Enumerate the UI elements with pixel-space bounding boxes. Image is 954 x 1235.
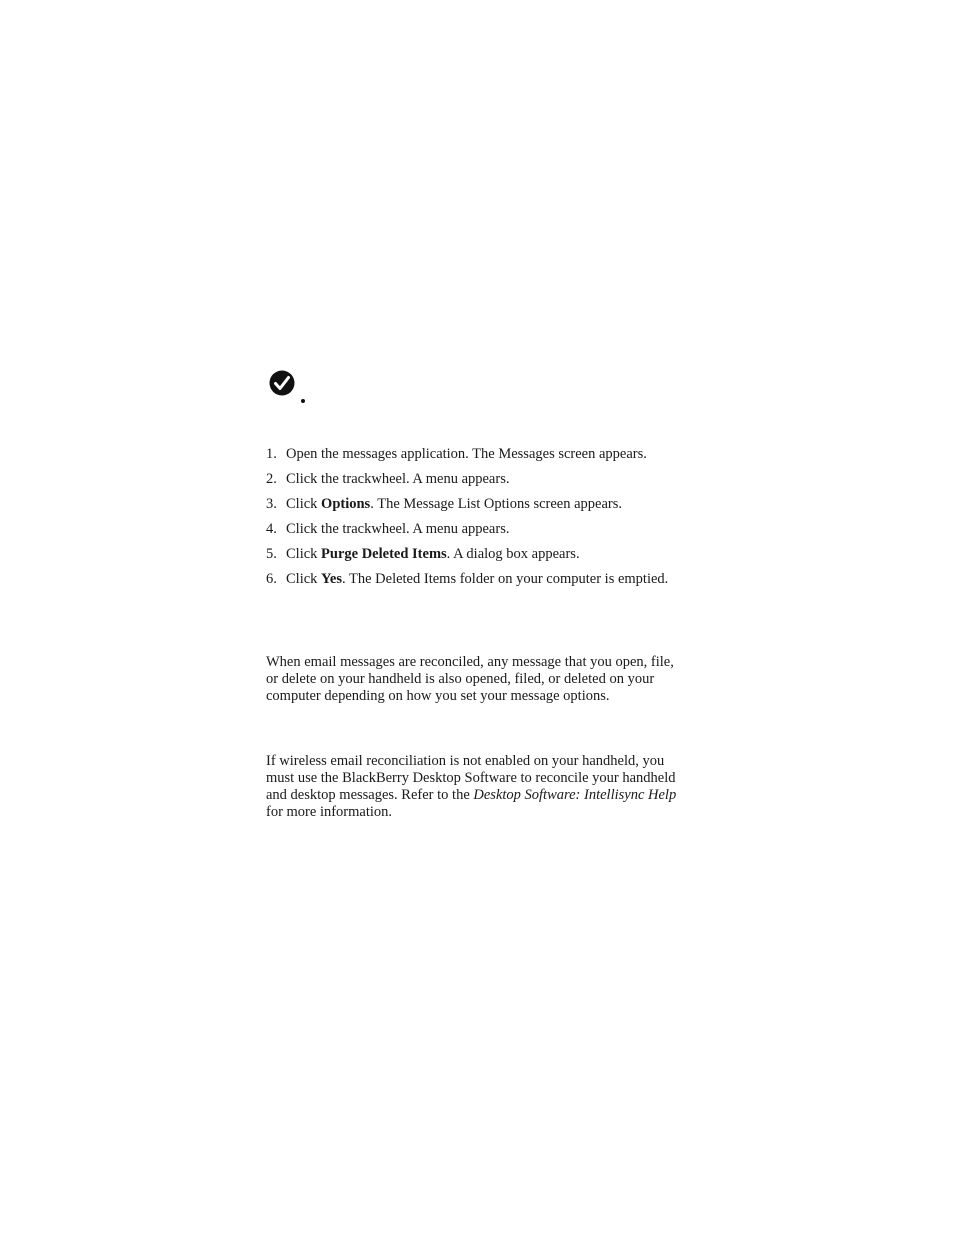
- menu-option-label: Options: [321, 496, 371, 512]
- step-number: 1.: [266, 446, 277, 462]
- step-number: 2.: [266, 471, 277, 487]
- step-number: 5.: [266, 546, 277, 562]
- list-item: [266, 471, 686, 488]
- note-block: [269, 370, 689, 415]
- step-number: 4.: [266, 521, 277, 537]
- step-text: Click the trackwheel. A menu appears.: [286, 521, 510, 537]
- reconcile-paragraph: When email messages are reconciled, any message that you open, file, or delete on your handheld is also opened, filed, or deleted on your computer depending on how you set your message options.: [266, 654, 674, 704]
- bullet-icon: [301, 399, 305, 403]
- step-number: 6.: [266, 571, 277, 587]
- step-text: Click Purge Deleted Items. A dialog box appears.: [286, 546, 580, 562]
- step-text: Click the trackwheel. A menu appears.: [286, 471, 510, 487]
- help-reference: Desktop Software: Intellisync Help: [473, 787, 677, 803]
- step-text: Click Yes. The Deleted Items folder on your computer is emptied.: [286, 571, 669, 587]
- step-text: Click Options. The Message List Options screen appears.: [286, 496, 623, 512]
- list-item: [266, 496, 686, 513]
- steps-list: [266, 446, 686, 596]
- list-item: [266, 571, 686, 588]
- menu-option-label: Purge Deleted Items: [321, 546, 447, 562]
- checkmark-circle-icon: [269, 370, 295, 396]
- step-text: Open the messages application. The Messages screen appears.: [286, 446, 647, 462]
- desktop-software-paragraph: If wireless email reconciliation is not enabled on your handheld, you must use the BlackBerry Desktop Software to reconcile your handheld and desktop messages. Refer to the Desktop Software: Intellisync Help for more information.: [266, 753, 677, 820]
- menu-option-label: Yes: [321, 571, 342, 587]
- list-item: [266, 521, 686, 538]
- list-item: [266, 546, 686, 563]
- list-item: [266, 446, 686, 463]
- step-number: 3.: [266, 496, 277, 512]
